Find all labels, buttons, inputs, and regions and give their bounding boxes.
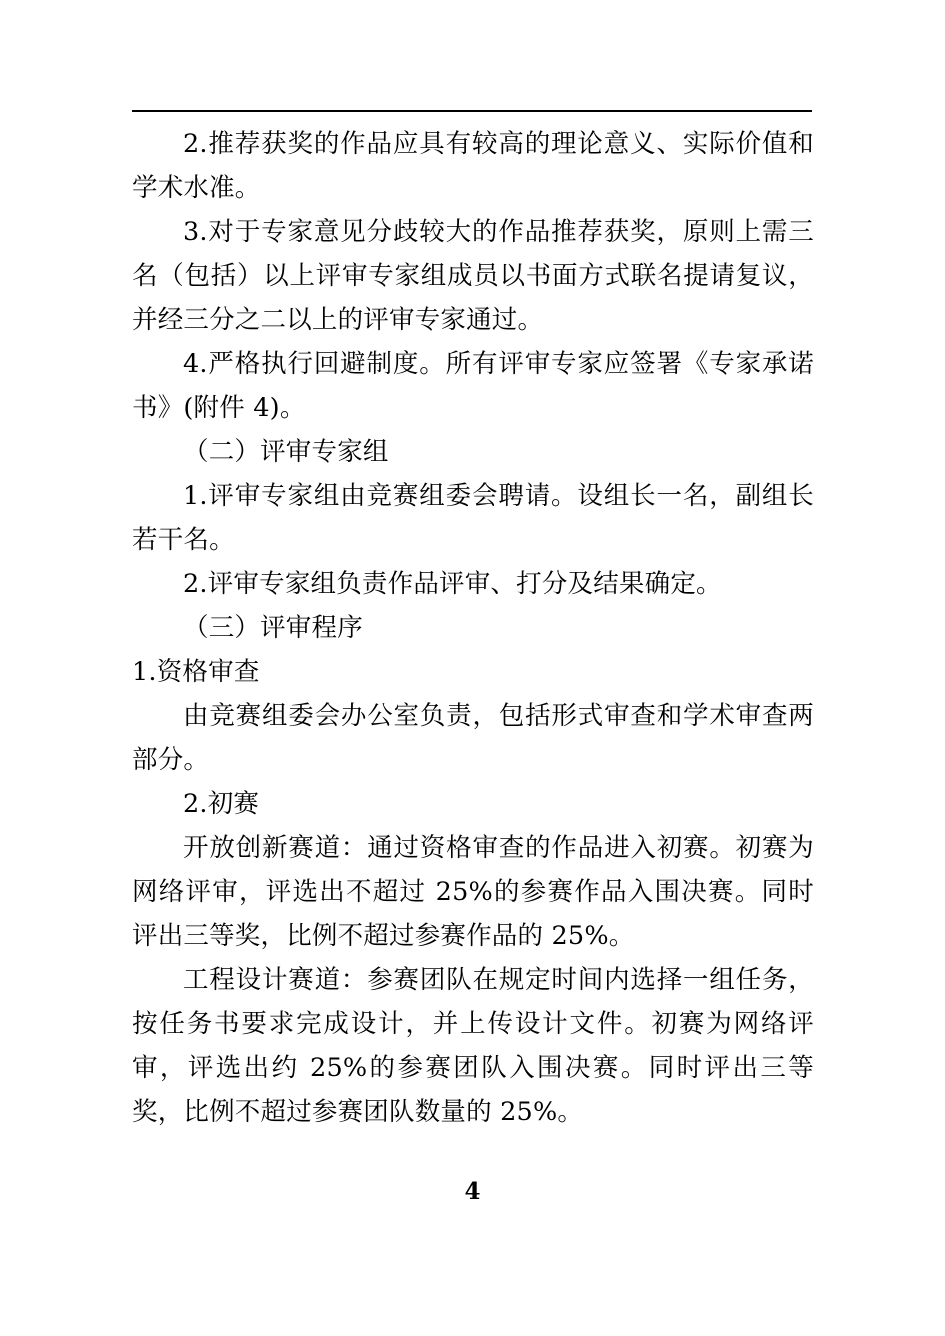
subsection-heading: 1.资格审查 [132,657,260,687]
paragraph: 1.评审专家组由竞赛组委会聘请。设组长一名，副组长若干名。 [132,481,814,555]
section-heading: （三）评审程序 [183,613,363,643]
paragraph: 2.评审专家组负责作品评审、打分及结果确定。 [183,569,722,599]
paragraph: 开放创新赛道：通过资格审查的作品进入初赛。初赛为网络评审，评选出不超过 25%的参赛作品入围决赛。同时评出三等奖，比例不超过参赛作品的 25%。 [132,833,814,951]
document-body [132,122,814,1134]
header-rule [132,110,812,112]
page-number: 4 [464,1178,481,1205]
paragraph: 3.对于专家意见分歧较大的作品推荐获奖，原则上需三名（包括）以上评审专家组成员以书面方式联名提请复议，并经三分之二以上的评审专家通过。 [132,217,814,335]
paragraph: 由竞赛组委会办公室负责，包括形式审查和学术审查两部分。 [132,701,814,775]
paragraph: 工程设计赛道：参赛团队在规定时间内选择一组任务，按任务书要求完成设计，并上传设计文件。初赛为网络评审，评选出约 25%的参赛团队入围决赛。同时评出三等奖，比例不超过参赛团队数量的 25%。 [132,965,814,1127]
subsection-heading: 2.初赛 [183,789,260,819]
section-heading: （二）评审专家组 [183,437,389,467]
paragraph: 2.推荐获奖的作品应具有较高的理论意义、实际价值和学术水准。 [132,129,814,203]
paragraph: 4.严格执行回避制度。所有评审专家应签署《专家承诺书》(附件 4)。 [132,349,814,423]
